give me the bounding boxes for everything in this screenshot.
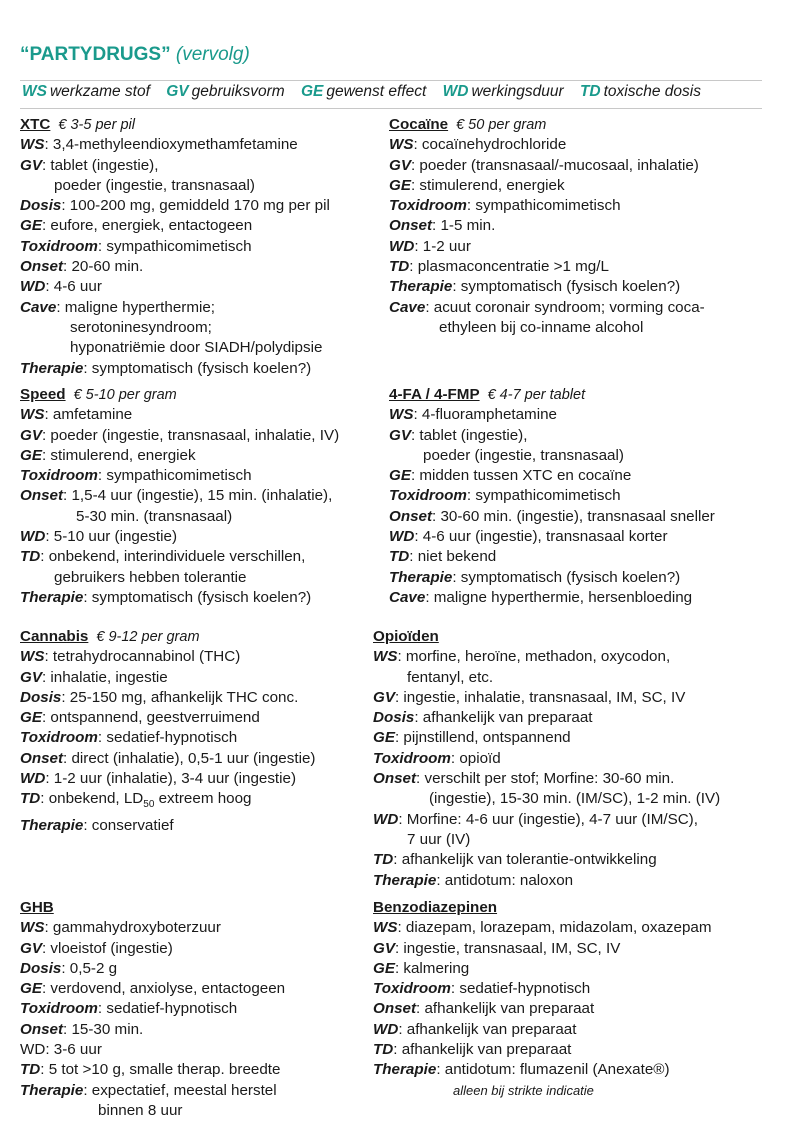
drug-name: XTC <box>20 116 51 133</box>
section-4fa: 4-FA / 4-FMP € 4-7 per tablet WS: 4-fluoramphetamine GV: tablet (ingestie), poeder (ingestie, transnasaal) GE: midden tussen XTC en cocaïne Toxidroom: sympathicomimetisch Onset: 30-60 min. (ingestie), transnasaal sneller WD: 4-6 uur (ingestie), transnasaal korter TD: niet bekend Therapie: symptomatisch (fysisch koelen?) Cave: maligne hyperthermie, hersenbloeding <box>389 386 715 606</box>
drug-name: Speed <box>20 386 66 403</box>
legend-item-ws: WS werkzame stof <box>22 83 150 100</box>
drug-price: € 9-12 per gram <box>96 629 200 645</box>
legend-item-td: TD toxische dosis <box>579 83 701 100</box>
section-ghb: GHB WS: gammahydroxyboterzuur GV: vloeistof (ingestie) Dosis: 0,5-2 g GE: verdovend, anxiolyse, entactogeen Toxidroom: sedatief-hypnotisch Onset: 15-30 min. WD: 3-6 uur TD: 5 tot >10 g, smalle therap. breedte Therapie: expectatief, meestal herstel binnen 8 uur <box>20 899 286 1119</box>
legend-item-gv: GV gebruiksvorm <box>166 83 285 100</box>
drug-name: Benzodiazepinen <box>373 899 498 916</box>
drug-price: € 3-5 per pil <box>58 117 135 133</box>
section-cannabis: Cannabis € 9-12 per gram WS: tetrahydrocannabinol (THC) GV: inhalatie, ingestie Dosis: 25-150 mg, afhankelijk THC conc. GE: ontspannend, geestverruimend Toxidroom: sedatief-hypnotisch Onset: direct (inhalatie), 0,5-1 uur (ingestie) WD: 1-2 uur (inhalatie), 3-4 uur (ingestie) TD: onbekend, $LD_{50}$ extreem hoog Therapie: conservatief <box>20 628 316 834</box>
drug-name: Opioïden <box>373 628 439 645</box>
legend-item-wd: WD werkingsduur <box>442 83 564 100</box>
title-main: “PARTYDRUGS” <box>20 44 171 65</box>
section-cocaine: Cocaïne € 50 per gram WS: cocaïnehydrochloride GV: poeder (transnasaal/-mucosaal, inhalatie) GE: stimulerend, energiek Toxidroom: sympathicomimetisch Onset: 1-5 min. WD: 1-2 uur TD: plasmaconcentratie >1 mg/L Therapie: symptomatisch (fysisch koelen?) Cave: acuut coronair syndroom; vorming coca- ethyleen bij co-inname alcohol <box>389 116 705 336</box>
drug-price: € 4-7 per tablet <box>487 387 586 403</box>
drug-name: Cocaïne <box>389 116 449 133</box>
drug-price: € 5-10 per gram <box>73 387 177 403</box>
section-speed: Speed € 5-10 per gram WS: amfetamine GV: poeder (ingestie, transnasaal, inhalatie, IV) GE: stimulerend, energiek Toxidroom: sympathicomimetisch Onset: 1,5-4 uur (ingestie), 15 min. (inhalatie), 5-30 min. (transnasaal) WD: 5-10 uur (ingestie) TD: onbekend, interindividuele verschillen, gebruikers hebben tolerantie Therapie: symptomatisch (fysisch koelen?) <box>20 386 340 606</box>
section-xtc: XTC € 3-5 per pil WS: 3,4-methyleendioxymethamfetamine GV: tablet (ingestie), poeder (ingestie, transnasaal) Dosis: 100-200 mg, gemiddeld 170 mg per pil GE: eufore, energiek, entactogeen Toxidroom: sympathicomimetisch Onset: 20-60 min. WD: 4-6 uur Cave: maligne hyperthermie; serotoninesyndroom; hyponatriëmie door SIADH/polydipsie Therapie: symptomatisch (fysisch koelen?) <box>20 116 330 377</box>
page-title <box>20 44 250 66</box>
section-opioiden: Opioïden WS: morfine, heroïne, methadon, oxycodon, fentanyl, etc. GV: ingestie, inhalatie, transnasaal, IM, SC, IV Dosis: afhankelijk van preparaat GE: pijnstillend, ontspannend Toxidroom: opioïd Onset: verschilt per stof; Morfine: 30-60 min. (ingestie), 15-30 min. (IM/SC), 1-2 min. (IV) WD: Morfine: 4-6 uur (ingestie), 4-7 uur (IM/SC), 7 uur (IV) TD: afhankelijk van tolerantie-ontwikkeling Therapie: antidotum: naloxon <box>373 628 721 889</box>
drug-name: GHB <box>20 899 54 916</box>
drug-price: € 50 per gram <box>456 117 547 133</box>
indication-note: alleen bij strikte indicatie <box>453 1082 594 1098</box>
title-sub: (vervolg) <box>175 44 250 65</box>
legend-item-ge: GE gewenst effect <box>300 83 427 100</box>
divider-legend <box>20 108 762 109</box>
drug-name: 4-FA / 4-FMP <box>389 386 480 403</box>
divider-top <box>20 80 762 81</box>
drug-name: Cannabis <box>20 628 89 645</box>
section-benzodiazepinen: Benzodiazepinen WS: diazepam, lorazepam, midazolam, oxazepam GV: ingestie, transnasaal, IM, SC, IV GE: kalmering Toxidroom: sedatief-hypnotisch Onset: afhankelijk van preparaat WD: afhankelijk van preparaat TD: afhankelijk van preparaat Therapie: antidotum: flumazenil (Anexate®) alleen bij strikte indicatie <box>373 898 753 1101</box>
abbreviation-legend <box>22 83 713 101</box>
